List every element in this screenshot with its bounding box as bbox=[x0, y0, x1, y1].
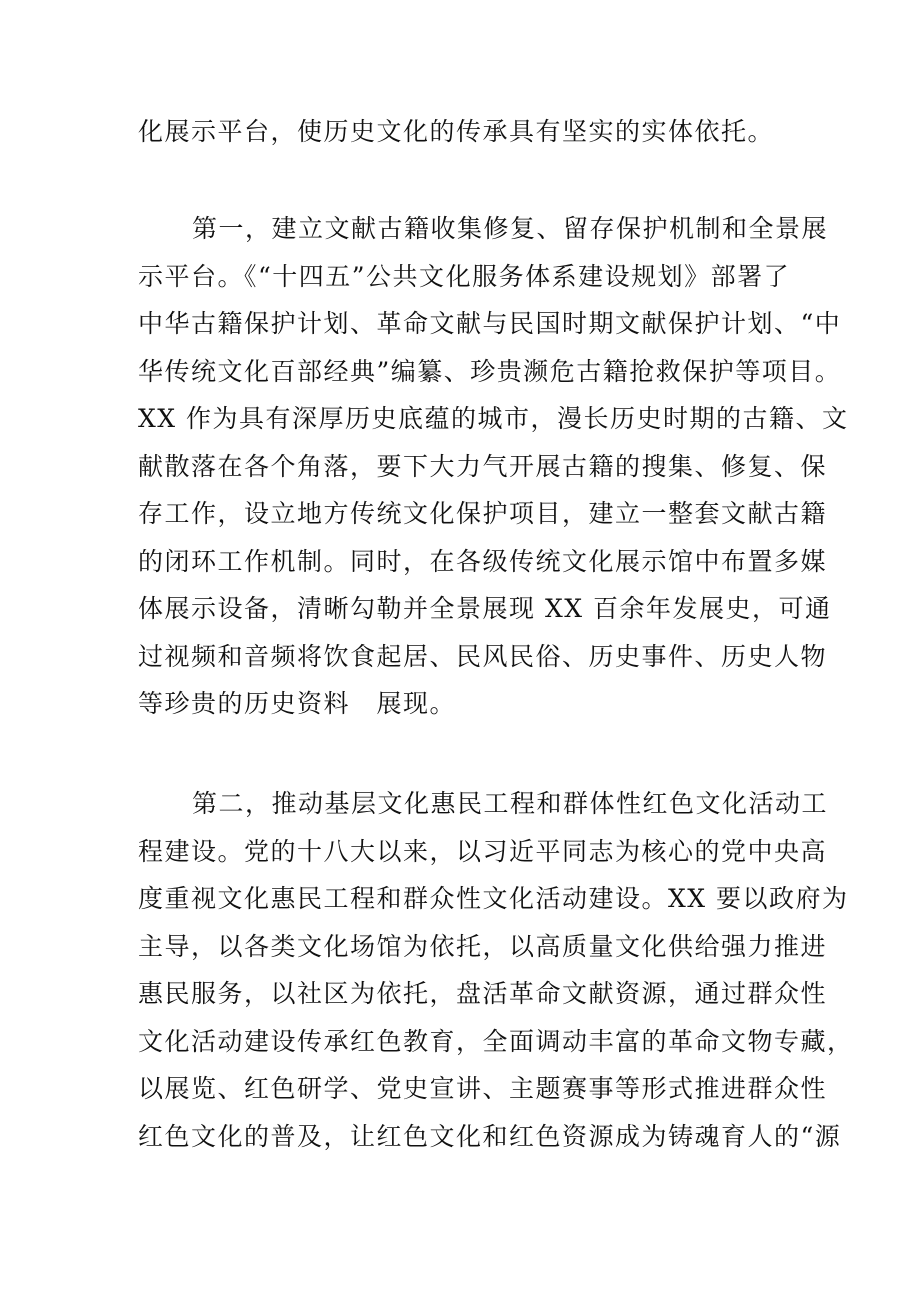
text-line: 第二，推动基层文化惠民工程和群体性红色文化活动工 bbox=[192, 789, 829, 818]
paragraph-second-point bbox=[138, 780, 854, 1160]
text-line: 惠民服务，以社区为依托，盘活革命文献资源，通过群众性 bbox=[138, 979, 828, 1008]
text-line: 中华古籍保护计划、革命文献与民国时期文献保护计划、“中 bbox=[138, 309, 842, 338]
text-line: 文化活动建设传承红色教育，全面调动丰富的革命文物专藏， bbox=[138, 1026, 854, 1056]
text-line: 存工作，设立地方传统文化保护项目，建立一整套文献古籍 bbox=[138, 499, 828, 528]
text-line: 第一，建立文献古籍收集修复、留存保护机制和全景展 bbox=[192, 214, 829, 243]
text-line: 程建设。党的十八大以来，以习近平同志为核心的党中央高 bbox=[138, 836, 828, 866]
text-line: 度重视文化惠民工程和群众性文化活动建设。XX 要以政府为 bbox=[138, 884, 849, 913]
paragraph-continuation bbox=[138, 108, 788, 156]
text-line: 化展示平台，使历史文化的传承具有坚实的实体依托。 bbox=[138, 117, 775, 146]
text-line: 献散落在各个角落，要下大力气开展古籍的搜集、修复、保 bbox=[138, 451, 828, 481]
text-line: 红色文化的普及，让红色文化和红色资源成为铸魂育人的“源 bbox=[138, 1121, 842, 1151]
text-line: 的闭环工作机制。同时，在各级传统文化展示馆中布置多媒 bbox=[138, 546, 828, 576]
text-line: 体展示设备，清晰勾勒并全景展现 XX 百余年发展史，可通 bbox=[138, 594, 832, 623]
text-line: 过视频和音频将饮食起居、民风民俗、历史事件、历史人物 bbox=[138, 641, 828, 671]
text-line: 主导，以各类文化场馆为依托，以高质量文化供给强力推进 bbox=[138, 931, 828, 961]
text-line: 示平台。《“十四五”公共文化服务体系建设规划》部署了 bbox=[138, 261, 791, 291]
text-line: 等珍贵的历史资料 展现。 bbox=[138, 689, 457, 718]
paragraph-first-point bbox=[138, 205, 849, 728]
text-line: 华传统文化百部经典”编纂、珍贵濒危古籍抢救保护等项目。 bbox=[138, 356, 842, 386]
text-line: XX 作为具有深厚历史底蕴的城市，漫长历史时期的古籍、文 bbox=[138, 404, 849, 433]
text-line: 以展览、红色研学、党史宣讲、主题赛事等形式推进群众性 bbox=[138, 1074, 828, 1103]
